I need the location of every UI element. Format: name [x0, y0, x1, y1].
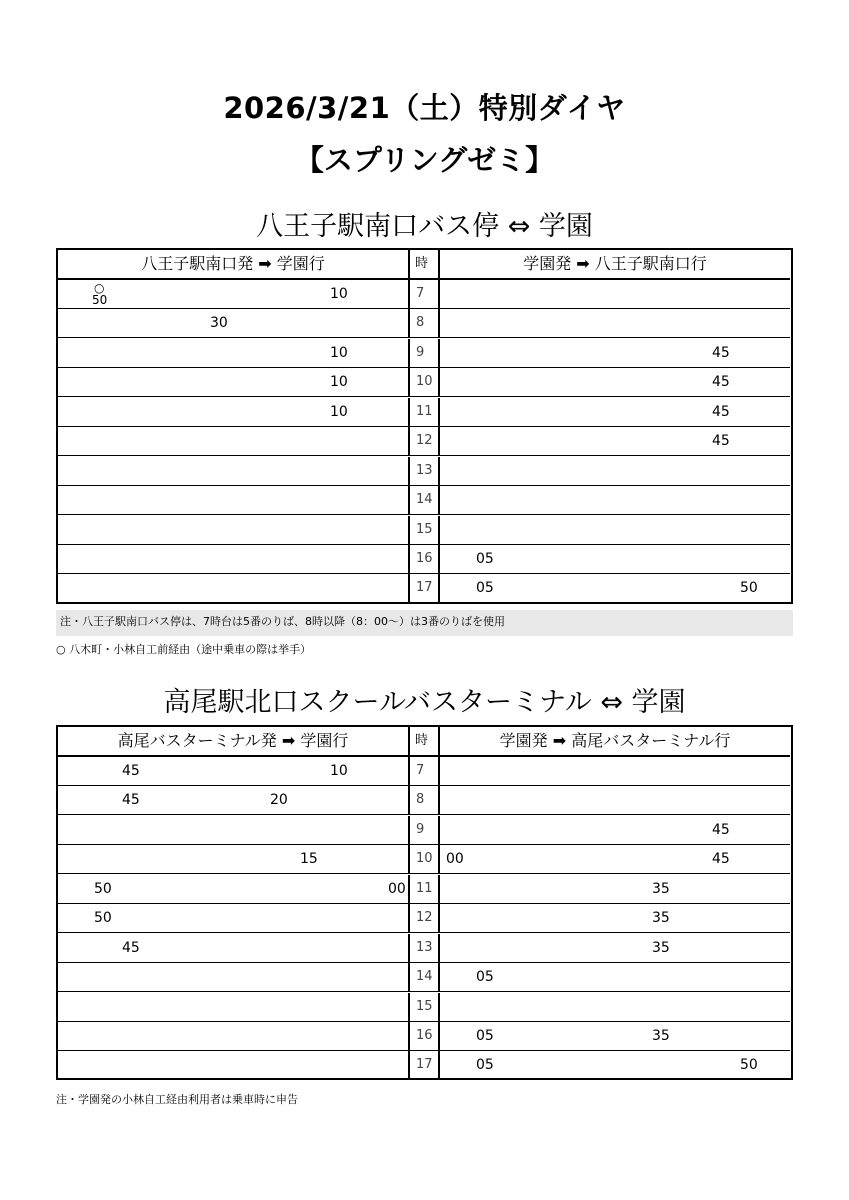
- table-row: [58, 398, 790, 427]
- minute-value: 00: [446, 851, 464, 867]
- minute-value: 50: [740, 1057, 758, 1073]
- departure-cell-left: [58, 816, 410, 844]
- hour-column-header: 時: [410, 250, 440, 278]
- table-row: [58, 963, 790, 992]
- departure-cell-right: [440, 816, 790, 844]
- hour-cell: 16: [410, 1022, 440, 1050]
- minute-value: 45: [122, 792, 140, 808]
- departure-cell-left: [58, 486, 410, 514]
- page-title: 2026/3/21（土）特別ダイヤ: [223, 91, 626, 125]
- hour-cell: 11: [410, 875, 440, 903]
- table-row: [58, 757, 790, 786]
- minute-value: 35: [652, 910, 670, 926]
- minute-value: 05: [476, 580, 494, 596]
- hour-cell: 12: [410, 427, 440, 455]
- hour-cell: 17: [410, 574, 440, 603]
- departure-cell-right: [440, 398, 790, 426]
- route-title-takao: 高尾駅北口スクールバスターミナル ⇔ 学園: [163, 687, 686, 718]
- departure-cell-left: [58, 757, 410, 785]
- left-column-header: 高尾バスターミナル発 ➡ 学園行: [58, 727, 410, 755]
- minute-value: 05: [476, 1028, 494, 1044]
- minute-value: 10: [330, 345, 348, 361]
- departure-cell-left: [58, 368, 410, 396]
- note-platform: 注・八王子駅南口バス停は、7時台は5番のりば、8時以降（8：00～）は3番のりばを使用: [56, 610, 793, 636]
- table-row: [58, 816, 790, 845]
- left-column-header: 八王子駅南口発 ➡ 学園行: [58, 250, 410, 278]
- timetable-hachioji: [56, 248, 793, 604]
- table-row: [58, 457, 790, 486]
- hour-cell: 14: [410, 486, 440, 514]
- minute-value: 45: [712, 345, 730, 361]
- minute-value: 45: [712, 404, 730, 420]
- page-subtitle: 【スプリングゼミ】: [294, 143, 555, 177]
- departure-cell-left: [58, 280, 410, 308]
- table-row: [58, 845, 790, 874]
- departure-cell-right: [440, 516, 790, 544]
- hour-cell: 15: [410, 993, 440, 1021]
- table-row: [58, 574, 790, 603]
- departure-cell-left: [58, 875, 410, 903]
- table-row: [58, 875, 790, 904]
- table-row: [58, 516, 790, 545]
- departure-cell-right: [440, 934, 790, 962]
- departure-cell-right: [440, 757, 790, 785]
- departure-cell-left: [58, 845, 410, 873]
- minute-value: 50: [94, 910, 112, 926]
- right-column-header: 学園発 ➡ 高尾バスターミナル行: [499, 731, 731, 750]
- departure-cell-left: [58, 427, 410, 455]
- departure-cell-right: [440, 786, 790, 814]
- table-row: [58, 427, 790, 456]
- minute-value: 45: [712, 822, 730, 838]
- hour-cell: 10: [410, 845, 440, 873]
- departure-cell-right: [440, 427, 790, 455]
- table-row: [58, 545, 790, 574]
- table-header-row: [58, 727, 790, 757]
- minute-value: 45: [712, 374, 730, 390]
- minute-value: 50: [740, 580, 758, 596]
- table-row: [58, 934, 790, 963]
- departure-cell-left: [58, 545, 410, 573]
- departure-cell-right: [440, 875, 790, 903]
- table-header-row: [58, 250, 790, 280]
- table-row: [58, 309, 790, 338]
- departure-cell-right: [440, 904, 790, 932]
- departure-cell-right: [440, 309, 790, 337]
- table-row: [58, 339, 790, 368]
- minute-value: 50: [92, 293, 108, 307]
- departure-cell-right: [440, 1022, 790, 1050]
- hour-cell: 10: [410, 368, 440, 396]
- minute-value: 05: [476, 551, 494, 567]
- departure-cell-right: [440, 545, 790, 573]
- departure-cell-left: [58, 516, 410, 544]
- minute-value: 05: [476, 1057, 494, 1073]
- departure-cell-right: [440, 486, 790, 514]
- minute-value: 20: [270, 792, 288, 808]
- timetable-takao: [56, 725, 793, 1080]
- departure-cell-left: [58, 934, 410, 962]
- minute-value: 10: [330, 404, 348, 420]
- minute-value: 45: [122, 940, 140, 956]
- departure-cell-right: [440, 1051, 790, 1080]
- hour-cell: 9: [410, 816, 440, 844]
- hour-column-header: 時: [410, 727, 440, 755]
- departure-cell-right: [440, 457, 790, 485]
- table-row: [58, 280, 790, 309]
- minute-value: 10: [330, 374, 348, 390]
- departure-cell-left: [58, 309, 410, 337]
- departure-cell-right: [440, 845, 790, 873]
- departure-cell-left: [58, 1022, 410, 1050]
- departure-cell-left: [58, 339, 410, 367]
- departure-cell-right: [440, 368, 790, 396]
- table-row: [58, 486, 790, 515]
- departure-cell-right: [440, 993, 790, 1021]
- minute-value: 35: [652, 881, 670, 897]
- departure-cell-left: [58, 963, 410, 991]
- hour-cell: 16: [410, 545, 440, 573]
- departure-cell-left: [58, 786, 410, 814]
- hour-cell: 11: [410, 398, 440, 426]
- note-via-route: ○ 八木町・小林自工前経由（途中乗車の際は挙手）: [56, 643, 312, 656]
- minute-value: 35: [652, 1028, 670, 1044]
- minute-value: 05: [476, 969, 494, 985]
- hour-cell: 12: [410, 904, 440, 932]
- departure-cell-right: [440, 574, 790, 603]
- departure-cell-right: [440, 963, 790, 991]
- minute-value: 45: [712, 433, 730, 449]
- departure-cell-left: [58, 574, 410, 603]
- table-row: [58, 368, 790, 397]
- departure-cell-right: [440, 280, 790, 308]
- table-row: [58, 786, 790, 815]
- minute-value: 00: [388, 881, 406, 897]
- minute-value: 10: [330, 286, 348, 302]
- hour-cell: 8: [410, 309, 440, 337]
- minute-value: 45: [122, 763, 140, 779]
- table-row: [58, 1051, 790, 1080]
- hour-cell: 14: [410, 963, 440, 991]
- hour-cell: 17: [410, 1051, 440, 1080]
- table-row: [58, 904, 790, 933]
- minute-value: 35: [652, 940, 670, 956]
- departure-cell-right: [440, 339, 790, 367]
- minute-value: 30: [210, 315, 228, 331]
- hour-cell: 7: [410, 280, 440, 308]
- minute-value: 45: [712, 851, 730, 867]
- departure-cell-left: [58, 904, 410, 932]
- via-route-marker: ○: [94, 281, 105, 295]
- hour-cell: 13: [410, 934, 440, 962]
- departure-cell-left: [58, 993, 410, 1021]
- hour-cell: 15: [410, 516, 440, 544]
- table-row: [58, 1022, 790, 1051]
- minute-value: 15: [300, 851, 318, 867]
- note-declare: 注・学園発の小林自工経由利用者は乗車時に申告: [56, 1093, 298, 1106]
- hour-cell: 9: [410, 339, 440, 367]
- departure-cell-left: [58, 398, 410, 426]
- hour-cell: 7: [410, 757, 440, 785]
- hour-cell: 8: [410, 786, 440, 814]
- table-row: [58, 993, 790, 1022]
- departure-cell-left: [58, 1051, 410, 1080]
- hour-cell: 13: [410, 457, 440, 485]
- minute-value: 10: [330, 763, 348, 779]
- minute-value: 50: [94, 881, 112, 897]
- right-column-header: 学園発 ➡ 八王子駅南口行: [523, 254, 707, 273]
- route-title-hachioji: 八王子駅南口バス停 ⇔ 学園: [256, 211, 593, 242]
- departure-cell-left: [58, 457, 410, 485]
